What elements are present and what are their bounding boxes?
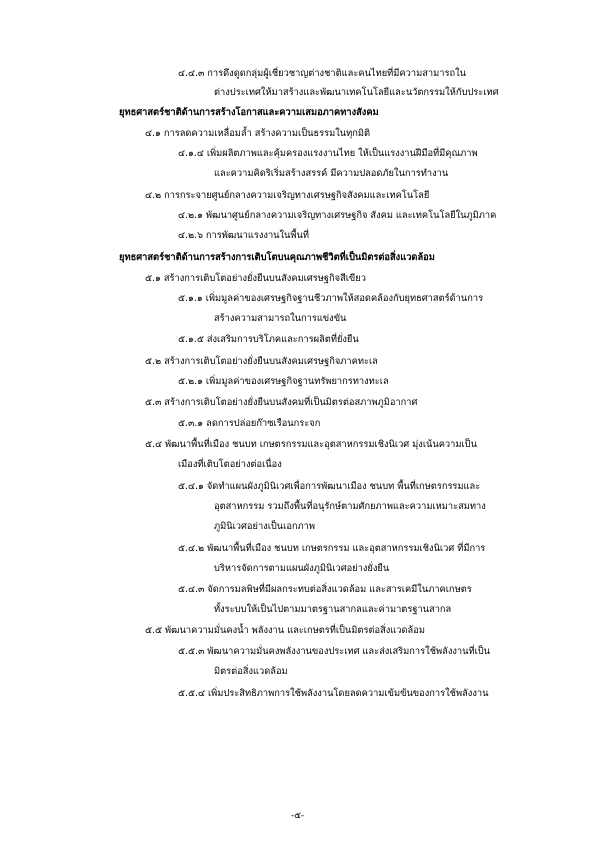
item-5-2-1: ๕.๒.๑ เพิ่มมูลค่าของเศรษฐกิจฐานทรัพยากรทางทะเล <box>178 376 389 387</box>
item-5-1-1: ๕.๑.๑ เพิ่มมูลค่าของเศรษฐกิจฐานชีวภาพให้สอดคล้องกับยุทธศาสตร์ด้านการ <box>178 293 484 304</box>
item-5-4-2-cont: บริหารจัดการตามแผนผังภูมินิเวศอย่างยั่งยืน <box>214 563 390 574</box>
item-5-3-1: ๕.๓.๑ ลดการปล่อยก๊าซเรือนกระจก <box>178 418 321 429</box>
item-5-1: ๕.๑ สร้างการเติบโตอย่างยั่งยืนบนสังคมเศรษฐกิจสีเขียว <box>145 273 366 284</box>
item-4-2: ๔.๒ การกระจายศูนย์กลางความเจริญทางเศรษฐกิจสังคมและเทคโนโลยี <box>145 190 430 201</box>
item-5-5-3: ๕.๕.๓ พัฒนาความมั่นคงพลังงานของประเทศ และส่งเสริมการใช้พลังงานที่เป็น <box>178 646 491 657</box>
item-5-4-1-cont2: ภูมินิเวศอย่างเป็นเอกภาพ <box>214 521 316 532</box>
strategy-heading-5: ยุทธศาสตร์ชาติด้านการสร้างการเติบโตบนคุณภาพชีวิตที่เป็นมิตรต่อสิ่งแวดล้อม <box>119 252 435 263</box>
item-5-1-5: ๕.๑.๕ ส่งเสริมการบริโภคและการผลิตที่ยั่งยืน <box>178 334 359 345</box>
item-5-4-3-cont: ทั้งระบบให้เป็นไปตามมาตรฐานสากลและค่ามาตรฐานสากล <box>214 604 452 615</box>
item-5-5-3-cont: มิตรต่อสิ่งแวดล้อม <box>214 666 288 677</box>
item-5-4-1: ๕.๔.๑ จัดทำแผนผังภูมินิเวศเพื่อการพัฒนาเมือง ชนบท พื้นที่เกษตรกรรมและ <box>178 481 481 492</box>
item-5-4-3: ๕.๔.๓ จัดการมลพิษที่มีผลกระทบต่อสิ่งแวดล้อม และสารเคมีในภาคเกษตร <box>178 584 472 595</box>
item-5-4-1-cont: อุตสาหกรรม รวมถึงพื้นที่อนุรักษ์ตามศักยภาพและความเหมาะสมทาง <box>214 501 486 512</box>
item-5-3: ๕.๓ สร้างการเติบโตอย่างยั่งยืนบนสังคมที่เป็นมิตรต่อสภาพภูมิอากาศ <box>145 397 418 408</box>
item-4-1-4-cont: และความคิดริเริ่มสร้างสรรค์ มีความปลอดภัยในการทำงาน <box>214 168 449 179</box>
page-number: -๕- <box>290 811 305 821</box>
item-5-4-cont: เมืองที่เติบโตอย่างต่อเนื่อง <box>178 459 282 470</box>
strategy-heading-4: ยุทธศาสตร์ชาติด้านการสร้างโอกาสและความเสมอภาคทางสังคม <box>119 107 379 118</box>
item-5-5-4: ๕.๕.๔ เพิ่มประสิทธิภาพการใช้พลังงานโดยลดความเข้มข้นของการใช้พลังงาน <box>178 688 489 699</box>
item-4-1: ๔.๑ การลดความเหลื่อมล้ำ สร้างความเป็นธรรมในทุกมิติ <box>145 128 371 139</box>
item-5-1-1-cont: สร้างความสามารถในการแข่งขัน <box>214 313 347 324</box>
item-4-2-1: ๔.๒.๑ พัฒนาศูนย์กลางความเจริญทางเศรษฐกิจ สังคม และเทคโนโลยีในภูมิภาค <box>178 210 497 221</box>
item-5-4: ๕.๔ พัฒนาพื้นที่เมือง ชนบท เกษตรกรรมและอุตสาหกรรมเชิงนิเวศ มุ่งเน้นความเป็น <box>145 439 477 450</box>
item-4-4-3: ๔.๔.๓ การดึงดูดกลุ่มผู้เชี่ยวชาญต่างชาติและคนไทยที่มีความสามารถใน <box>178 68 466 79</box>
item-4-1-4: ๔.๑.๔ เพิ่มผลิตภาพและคุ้มครองแรงงานไทย ให้เป็นแรงงานฝีมือที่มีคุณภาพ <box>178 148 478 159</box>
item-5-4-2: ๕.๔.๒ พัฒนาพื้นที่เมือง ชนบท เกษตรกรรม และอุตสาหกรรมเชิงนิเวศ ที่มีการ <box>178 543 486 554</box>
item-4-2-6: ๔.๒.๖ การพัฒนาแรงงานในพื้นที่ <box>178 230 310 241</box>
item-4-4-3-cont: ต่างประเทศให้มาสร้างและพัฒนาเทคโนโลยีและนวัตกรรมให้กับประเทศ <box>214 87 499 98</box>
item-5-5: ๕.๕ พัฒนาความมั่นคงน้ำ พลังงาน และเกษตรที่เป็นมิตรต่อสิ่งแวดล้อม <box>145 625 425 636</box>
item-5-2: ๕.๒ สร้างการเติบโตอย่างยั่งยืนบนสังคมเศรษฐกิจภาคทะเล <box>145 356 378 367</box>
